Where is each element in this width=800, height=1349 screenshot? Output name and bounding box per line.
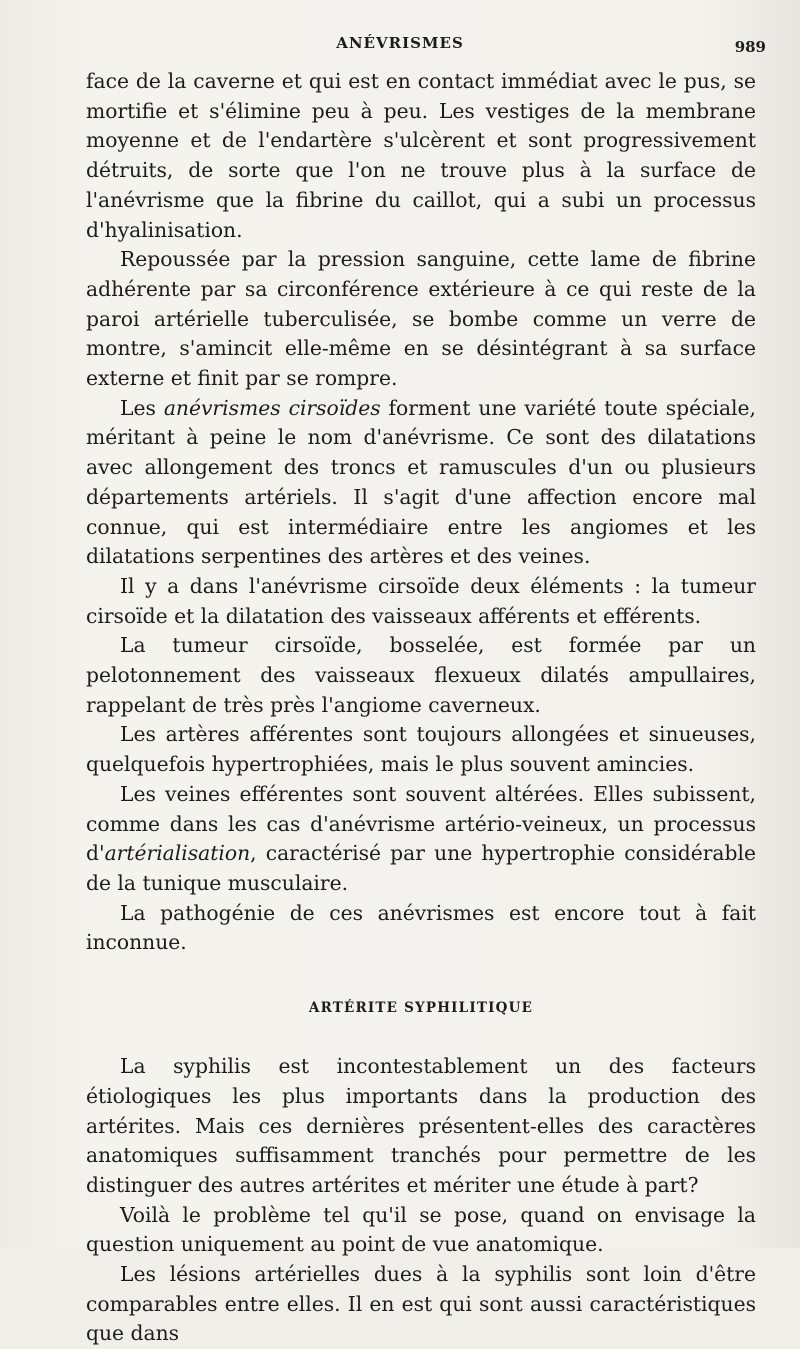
running-title: ANÉVRISMES [336,34,464,52]
running-head [0,34,800,58]
paragraph: Les lésions artérielles dues à la syphilis sont loin d'être comparables entre elles. Il en est qui sont aussi caractéristiques que dans [86,1262,756,1346]
paragraph [86,780,756,899]
paragraph: La tumeur cirsoïde, bosselée, est formée par un pelotonnement des vaisseaux flexueux dilatés ampullaires, rappelant de très près l'angiome caverneux. [86,633,756,717]
text-run: Les veines efférentes sont souvent altérées. Elles subissent, comme dans les cas d'anévrisme artério-veineux, un processus d' [86,781,756,866]
paragraph: Il y a dans l'anévrisme cirsoïde deux éléments : la tumeur cirsoïde et la dilatation des vaisseaux afférents et efférents. [86,573,756,628]
paragraph: La syphilis est incontestablement un des facteurs étiologiques les plus importants dans la production des artérites. Mais ces dernières présentent-elles des caractères anatomiques suffisamment tranchés pour permettre de les distinguer des autres artérites et mériter une étude à part? [86,1054,756,1197]
section-heading: ARTÉRITE SYPHILITIQUE [308,1000,534,1017]
page-body [86,67,756,1349]
page-number: 989 [734,38,766,56]
emphasis-term: artérialisation [104,841,251,866]
paragraph: face de la caverne et qui est en contact immédiat avec le pus, se mortifie et s'élimine peu à peu. Les vestiges de la membrane moyenne et de l'endartère s'ulcèrent et sont progressivement détruits, de sorte que l'on ne trouve plus à la surface de l'anévrisme que la fibrine du caillot, qui a subi un processus d'hyalinisation. [86,69,756,242]
emphasis-term: anévrismes cirsoïdes [163,395,381,420]
paragraph: La pathogénie de ces anévrismes est encore tout à fait inconnue. [86,900,756,955]
paragraph: Voilà le problème tel qu'il se pose, quand on envisage la question uniquement au point de vue anatomique. [86,1202,756,1257]
paragraph: Repoussée par la pression sanguine, cette lame de fibrine adhérente par sa circonférence extérieure à ce qui reste de la paroi artérielle tuberculisée, se bombe comme un verre de montre, s'amincit elle-même en se désintégrant à sa surface externe et finit par se rompre. [86,247,756,391]
text-run: Les [120,395,164,420]
text-run: , caractérisé par une hypertrophie considérable de la tunique musculaire. [86,841,756,895]
paragraph: Les artères afférentes sont toujours allongées et sinueuses, quelquefois hypertrophiées, mais le plus souvent amincies. [86,722,756,777]
paragraph [86,394,756,572]
text-run: forment une variété toute spéciale, méritant à peine le nom d'anévrisme. Ce sont des dilatations avec allongement des troncs et ramuscules d'un ou plusieurs départements artériels. Il s'agit d'une affection encore mal connue, qui est intermédiaire entre les angiomes et les dilatations serpentines des artères et des veines. [86,395,756,569]
